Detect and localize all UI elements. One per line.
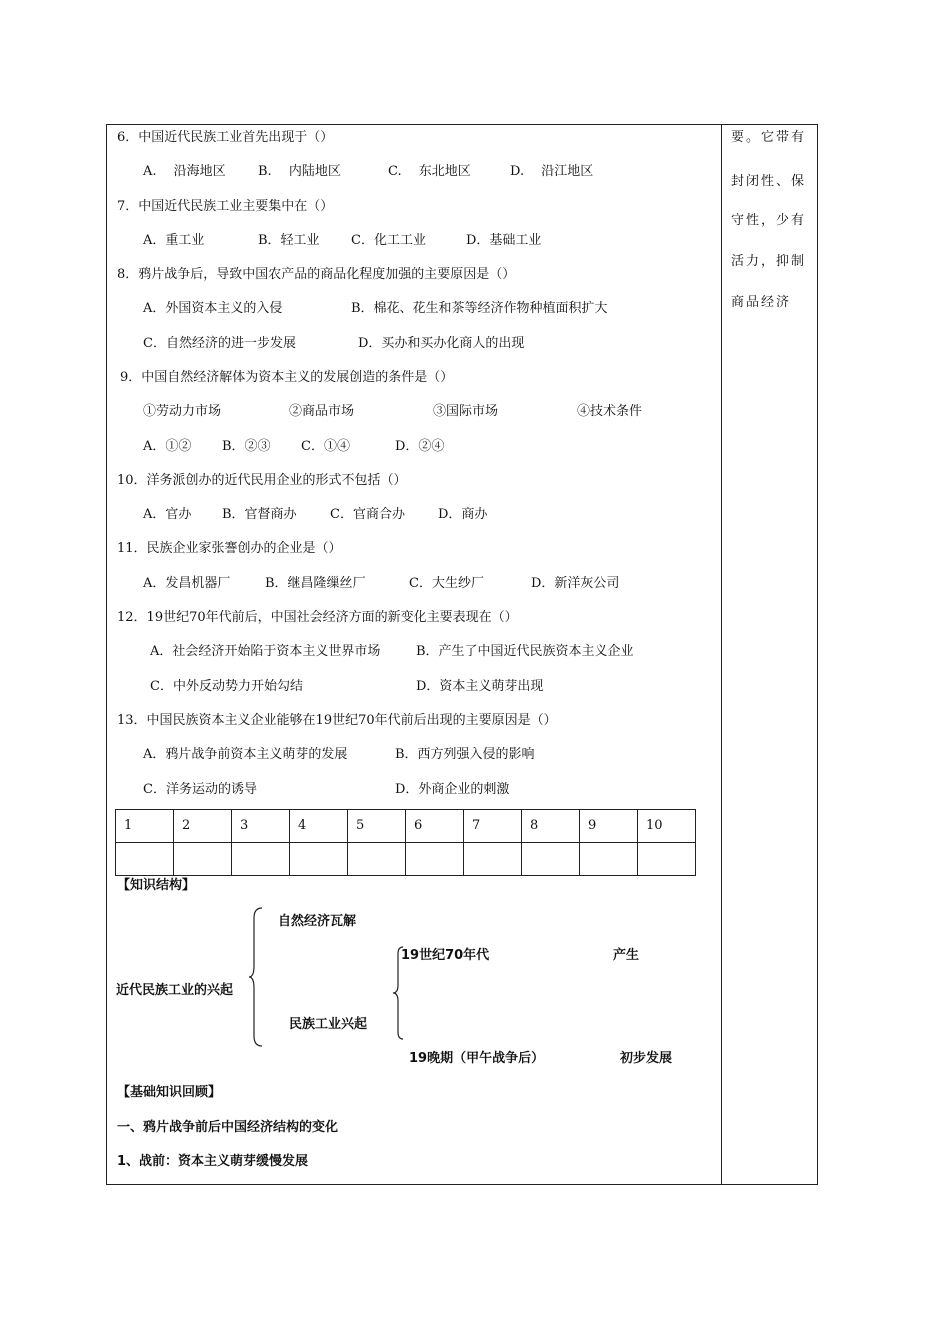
answer-number-cell: 4 (290, 810, 348, 843)
knowledge-sub-result: 初步发展 (620, 1051, 673, 1066)
knowledge-sub-period: 19世纪70年代 (401, 948, 490, 963)
side-note-line: 守性，少有 (731, 213, 807, 228)
question-stem: 7．中国近代民族工业主要集中在（） (117, 199, 334, 214)
option: D．②④ (395, 439, 445, 454)
question-stem: 11．民族企业家张謇创办的企业是（） (117, 541, 342, 556)
answer-blank-cell[interactable] (232, 843, 290, 876)
answer-number-cell: 3 (232, 810, 290, 843)
option: C．洋务运动的诱导 (143, 782, 257, 797)
option: B．官督商办 (222, 507, 297, 522)
option: B．②③ (222, 439, 271, 454)
answer-table-blank-row (116, 843, 696, 876)
review-section-title: 一、鸦片战争前后中国经济结构的变化 (117, 1120, 339, 1135)
option: D．资本主义萌芽出现 (416, 679, 544, 694)
option: D．商办 (438, 507, 488, 522)
answer-blank-cell[interactable] (116, 843, 174, 876)
answer-blank-cell[interactable] (290, 843, 348, 876)
answer-blank-cell[interactable] (406, 843, 464, 876)
answer-number-cell: 9 (580, 810, 638, 843)
option: D. 沿江地区 (510, 164, 594, 179)
option: C．官商合办 (330, 507, 405, 522)
question-stem: 6．中国近代民族工业首先出现于（） (117, 130, 334, 145)
option: D．买办和买办化商人的出现 (358, 336, 525, 351)
question-stem: 8．鸦片战争后，导致中国农产品的商品化程度加强的主要原因是（） (117, 267, 516, 282)
answer-blank-cell[interactable] (638, 843, 696, 876)
answer-number-cell: 8 (522, 810, 580, 843)
option: A．重工业 (143, 233, 205, 248)
option: A．发昌机器厂 (143, 576, 231, 591)
answer-blank-cell[interactable] (522, 843, 580, 876)
knowledge-sub-period: 19晚期（甲午战争后） (409, 1051, 545, 1066)
answer-blank-cell[interactable] (348, 843, 406, 876)
side-note-line: 商品经济 (731, 295, 792, 310)
side-note-line: 封闭性、保 (731, 174, 807, 189)
answer-number-cell: 10 (638, 810, 696, 843)
option: A．①② (143, 439, 192, 454)
knowledge-heading: 【知识结构】 (117, 878, 196, 893)
option: D．外商企业的刺激 (395, 782, 510, 797)
answer-blank-cell[interactable] (580, 843, 638, 876)
answer-number-cell: 5 (348, 810, 406, 843)
option: B．继昌隆缫丝厂 (265, 576, 366, 591)
option: C．自然经济的进一步发展 (143, 336, 296, 351)
option: C．中外反动势力开始勾结 (150, 679, 303, 694)
answer-number-cell: 1 (116, 810, 174, 843)
knowledge-sub-result: 产生 (613, 948, 640, 963)
option: C．大生纱厂 (409, 576, 484, 591)
question-stem: 9．中国自然经济解体为资本主义的发展创造的条件是（） (120, 370, 454, 385)
option: A．官办 (143, 507, 192, 522)
knowledge-branch: 自然经济瓦解 (278, 914, 357, 929)
question-stem: 10．洋务派创办的近代民用企业的形式不包括（） (117, 473, 407, 488)
option: B．西方列强入侵的影响 (395, 747, 535, 762)
option: C．化工工业 (351, 233, 426, 248)
option: B．棉花、花生和茶等经济作物种植面积扩大 (351, 301, 608, 316)
side-note-line: 活力，抑制 (731, 254, 807, 269)
option: B. 内陆地区 (258, 164, 341, 179)
condition-item: ④技术条件 (577, 404, 643, 419)
answer-blank-cell[interactable] (174, 843, 232, 876)
option: A．鸦片战争前资本主义萌芽的发展 (143, 747, 348, 762)
condition-item: ②商品市场 (289, 404, 355, 419)
option: A．社会经济开始陷于资本主义世界市场 (150, 644, 381, 659)
condition-item: ①劳动力市场 (143, 404, 222, 419)
question-stem: 12．19世纪70年代前后，中国社会经济方面的新变化主要表现在（） (117, 610, 518, 625)
review-item: 1、战前：资本主义萌芽缓慢发展 (117, 1154, 309, 1169)
review-heading: 【基础知识回顾】 (117, 1085, 222, 1100)
option: A．外国资本主义的入侵 (143, 301, 283, 316)
question-stem: 13．中国民族资本主义企业能够在19世纪70年代前后出现的主要原因是（） (117, 713, 557, 728)
knowledge-root: 近代民族工业的兴起 (116, 983, 234, 998)
option: B．产生了中国近代民族资本主义企业 (416, 644, 634, 659)
column-divider (721, 124, 722, 1185)
answer-number-cell: 7 (464, 810, 522, 843)
side-note-line: 要。它带有 (731, 130, 807, 145)
left-brace-icon (248, 906, 268, 1048)
left-brace-icon (392, 945, 406, 1041)
option: D．基础工业 (466, 233, 542, 248)
answer-number-cell: 6 (406, 810, 464, 843)
answer-blank-cell[interactable] (464, 843, 522, 876)
answer-number-cell: 2 (174, 810, 232, 843)
answer-table-header-row (116, 810, 696, 843)
option: D．新洋灰公司 (531, 576, 620, 591)
option: B．轻工业 (258, 233, 320, 248)
option: A. 沿海地区 (143, 164, 226, 179)
answer-table (115, 809, 696, 876)
option: C. 东北地区 (388, 164, 471, 179)
condition-item: ③国际市场 (433, 404, 499, 419)
knowledge-branch: 民族工业兴起 (289, 1017, 368, 1032)
option: C．①④ (301, 439, 350, 454)
